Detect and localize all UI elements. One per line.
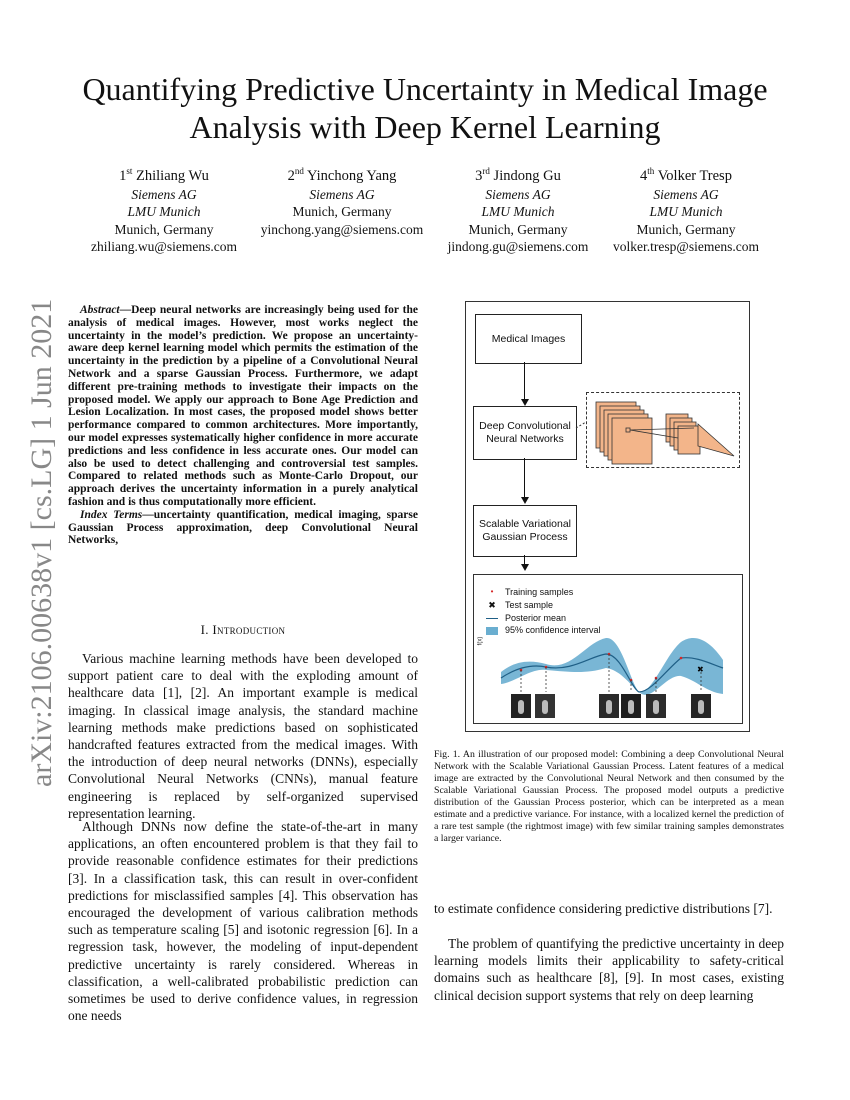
abstract-label: Abstract [80, 304, 120, 316]
intro-paragraph-1: Various machine learning methods have been developed to support patient care to deal with the exploding amount of healthcare data [1], [2]. An important example is medical imaging. In classical image analysis, the standard machine learning methods make predictions based on sophisticated handcrafted features extracted from the medical images. With the introduction of deep neural networks (DNNs), especially Convolutional Neural Networks (CNNs), manual feature engineering is replaced by self-organized supervised representation learning. [68, 651, 418, 821]
author-affiliation: Siemens AG [485, 186, 551, 202]
author-location: Munich, Germany [114, 221, 214, 237]
author-affiliation-2: LMU Munich [127, 204, 201, 219]
box-medical-images: Medical Images [475, 314, 582, 364]
abstract [68, 304, 418, 547]
box-cnn: Deep Convolutional Neural Networks [473, 406, 577, 460]
arrow-head-2 [521, 497, 529, 504]
author-location: Munich, Germany [468, 221, 568, 237]
arxiv-identifier: arXiv:2106.00638v1 [cs.LG] 1 Jun 2021 [25, 298, 58, 787]
training-point [680, 657, 683, 660]
test-sample-marker: ✖ [697, 665, 704, 674]
right-col-paragraph-1: to estimate confidence considering predictive distributions [7]. [434, 901, 773, 916]
section-heading-introduction: I. Introduction [200, 622, 286, 637]
legend-item-test: ✖ Test sample [488, 599, 554, 611]
figure-1 [465, 301, 750, 732]
legend-item-ci: 95% confidence interval [486, 624, 601, 637]
intro-paragraph-2: Although DNNs now define the state-of-the-art in many applications, an often encountered problem is that they fail to provide reasonable confidence estimates for their predictions [3]. In a classification task, this can result in over-confident predictions for misclassified samples [4]. This observation has encouraged the development of various calibration methods such as temperature scaling [5] and isotonic regression [6]. In a regression task, however, the modeling of input-dependent predictive uncertainty is rarely considered. Whereas in classification, a well-calibrated probabilistic prediction can sometimes be used to derive confidence values, in regression one needs [68, 819, 418, 1024]
author-name: 1st Zhiliang Wu [119, 166, 209, 184]
author-affiliation: Siemens AG [309, 186, 375, 202]
author-email: zhiliang.wu@siemens.com [91, 239, 237, 254]
index-terms-text: —uncertainty quantification, medical imaging, sparse Gaussian Process approximation, deep Convolutional Neural Networks, [68, 508, 418, 547]
author-affiliation: Siemens AG [131, 186, 197, 202]
author-email: jindong.gu@siemens.com [447, 239, 589, 254]
index-terms-label: Index Terms [80, 508, 143, 521]
paper-title: Quantifying Predictive Uncertainty in Medical Image Analysis with Deep Kernel Learning [82, 71, 768, 145]
legend-item-training: • Training samples [490, 587, 574, 597]
feature-map-stack-1 [596, 402, 652, 464]
author-location: Munich, Germany [292, 204, 392, 219]
author-name: 3rd Jindong Gu [475, 166, 561, 184]
box-svgp: Scalable Variational Gaussian Process [473, 505, 577, 557]
author-name: 4th Volker Tresp [640, 166, 732, 184]
plot-y-label: f(x) [477, 636, 484, 646]
author-1 [64, 168, 264, 256]
author-name: 2nd Yinchong Yang [287, 166, 397, 184]
xray-thumbnails [511, 694, 711, 718]
author-affiliation: Siemens AG [653, 186, 719, 202]
arrow-line-1 [524, 362, 525, 400]
feature-map-stack-2 [666, 414, 700, 454]
author-affiliation-2: LMU Munich [649, 204, 723, 219]
author-affiliation-2: LMU Munich [481, 204, 555, 219]
plot-legend [486, 586, 601, 637]
arrow-head-1 [521, 399, 529, 406]
author-4 [586, 168, 786, 256]
connector-line [576, 422, 586, 428]
author-location: Munich, Germany [636, 221, 736, 237]
author-email: volker.tresp@siemens.com [613, 239, 759, 254]
abstract-text: —Deep neural networks are increasingly being used for the analysis of medical images. However, most works neglect the uncertainty in the model’s prediction. We propose an uncertainty-aware deep kernel learning model which permits the estimation of the uncertainty in the prediction by a pipeline of a Convolutional Neural Network and a sparse Gaussian Process. Furthermore, we adapt different pre-training methods to investigate their impacts on the proposed model. We apply our approach to Bone Age Prediction and Lesion Localization. In most cases, the proposed model shows better performance compared to common architectures. More importantly, our model expresses systematically higher confidence in more accurate predictions and less confidence in less accurate ones. Our model can also be used to detect challenging and controversial test samples. Compared to related methods such as Monte-Carlo Dropout, our approach derives the uncertainty information in a purely analytical fashion and is thus computationally more efficient. [68, 304, 418, 508]
gp-plot [491, 632, 736, 722]
author-2 [242, 168, 442, 238]
dense-layer-shape [698, 424, 734, 456]
cnn-feature-maps [574, 394, 746, 470]
legend-item-mean: Posterior mean [486, 612, 601, 625]
arrow-line-2 [524, 458, 525, 498]
author-email: yinchong.yang@siemens.com [260, 221, 424, 237]
arrow-head-3 [521, 564, 529, 571]
figure-caption: Fig. 1. An illustration of our proposed model: Combining a deep Convolutional Neural Network with the Scalable Variational Gaussian Process. Latent features of a medical image are extracted by the Convolutional Neural Network and then consumed by the Scalable Variational Gaussian Process. The proposed model outputs a predictive distribution of the Gaussian Process posterior, which can be interpreted as a mean estimate and a predictive variance. For instance, with a localized kernel the prediction of a rare test sample (the rightmost image) with few similar training samples demonstrates a larger variance. [434, 749, 784, 844]
right-col-paragraph-2: The problem of quantifying the predictive uncertainty in deep learning models limits their applicability to safety-critical domains such as healthcare [8], [9]. In most cases, existing clinical decision support systems that rely on deep learning [434, 936, 784, 1003]
